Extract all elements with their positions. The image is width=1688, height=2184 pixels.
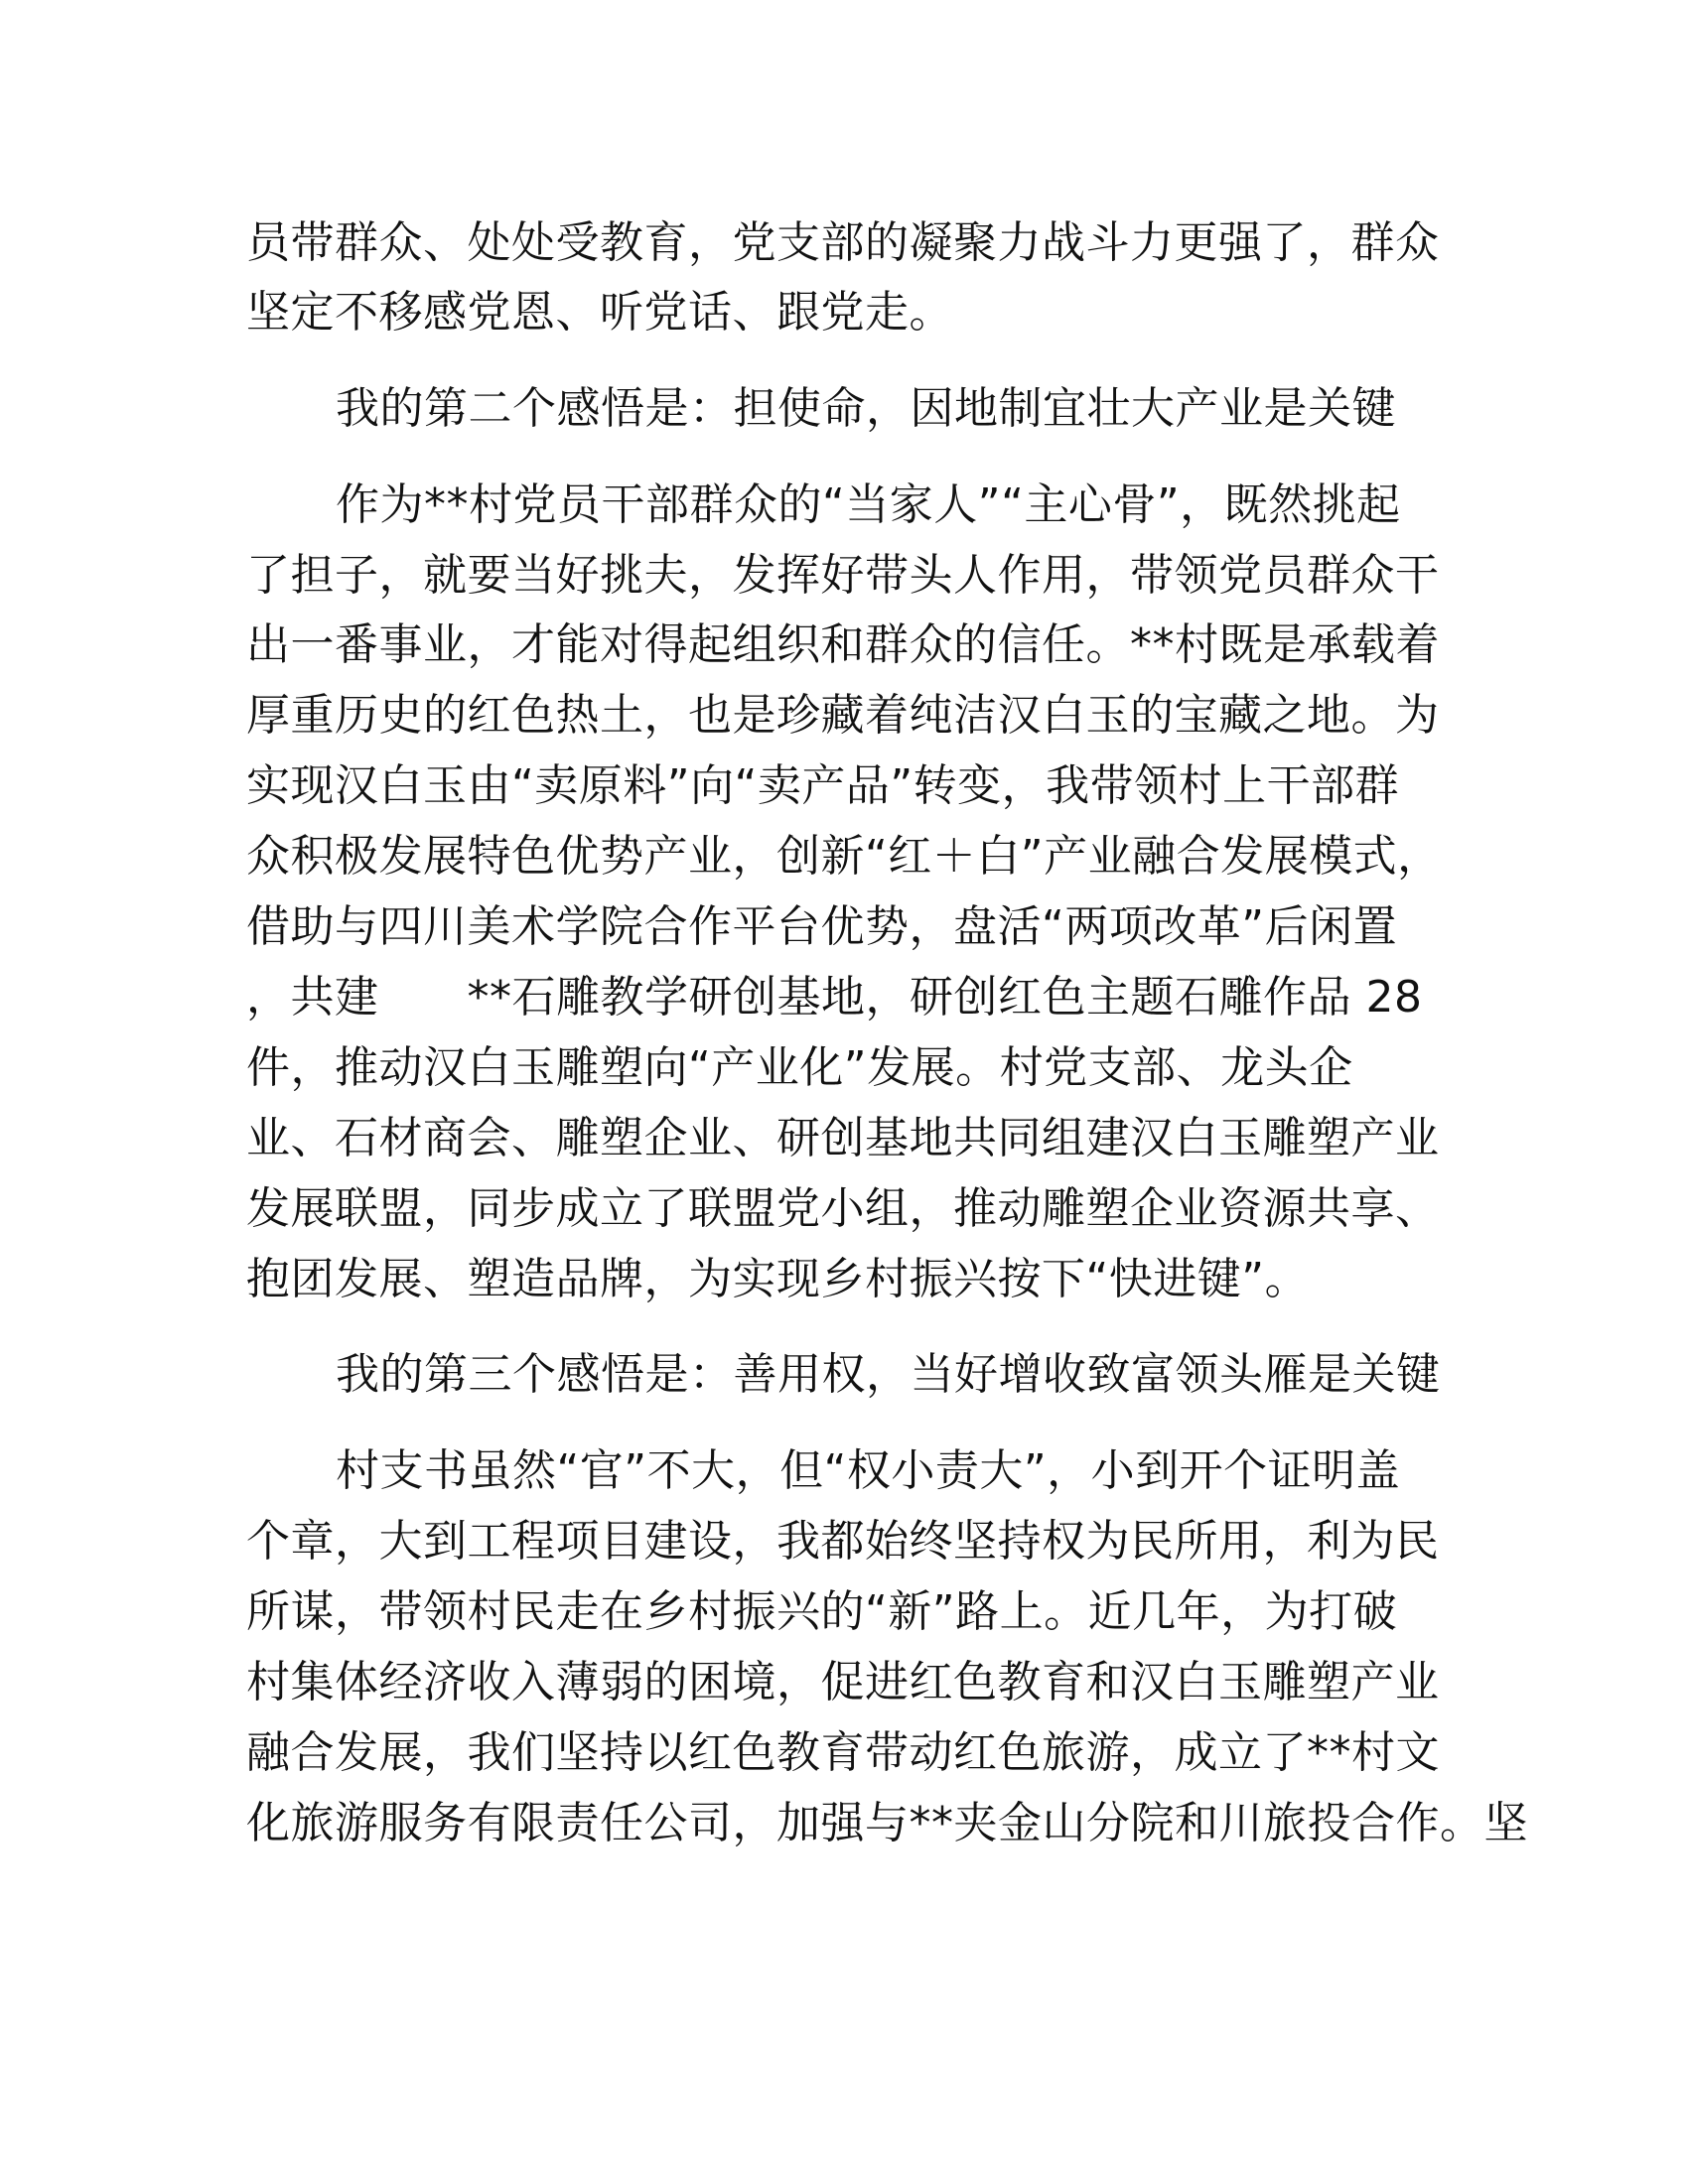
paragraph-line: 业、石材商会、雕塑企业、研创基地共同组建汉白玉雕塑产业	[246, 1113, 1440, 1163]
section-heading-third-insight: 我的第三个感悟是：善用权，当好增收致富领头雁是关键	[336, 1349, 1441, 1400]
paragraph-line: 村集体经济收入薄弱的困境，促进红色教育和汉白玉雕塑产业	[246, 1657, 1440, 1707]
paragraph-line: 作为**村党员干部群众的“当家人”“主心骨”，既然挑起	[336, 479, 1401, 530]
paragraph-line: 出一番事业，才能对得起组织和群众的信任。**村既是承载着	[246, 619, 1440, 670]
paragraph-line: 融合发展，我们坚持以红色教育带动红色旅游，成立了**村文	[246, 1727, 1440, 1778]
paragraph-line: ，共建 **石雕教学研创基地，研创红色主题石雕作品 28	[246, 972, 1423, 1023]
paragraph-line: 员带群众、处处受教育，党支部的凝聚力战斗力更强了，群众	[246, 217, 1440, 268]
paragraph-line: 厚重历史的红色热土，也是珍藏着纯洁汉白玉的宝藏之地。为	[246, 690, 1440, 741]
paragraph-line: 村支书虽然“官”不大，但“权小责大”，小到开个证明盖	[336, 1445, 1401, 1496]
paragraph-line: 所谋，带领村民走在乡村振兴的“新”路上。近几年，为打破	[246, 1586, 1398, 1637]
paragraph-line: 化旅游服务有限责任公司，加强与**夹金山分院和川旅投合作。坚	[246, 1798, 1528, 1848]
paragraph-line: 发展联盟，同步成立了联盟党小组，推动雕塑企业资源共享、	[246, 1183, 1440, 1234]
paragraph-line: 众积极发展特色优势产业，创新“红＋白”产业融合发展模式，	[246, 831, 1442, 882]
paragraph-line: 件，推动汉白玉雕塑向“产业化”发展。村党支部、龙头企	[246, 1042, 1353, 1093]
paragraph-line: 了担子，就要当好挑夫，发挥好带头人作用，带领党员群众干	[246, 550, 1440, 601]
paragraph-line: 抱团发展、塑造品牌，为实现乡村振兴按下“快进键”。	[246, 1254, 1310, 1304]
paragraph-line: 实现汉白玉由“卖原料”向“卖产品”转变，我带领村上干部群	[246, 760, 1400, 811]
section-heading-second-insight: 我的第二个感悟是：担使命，因地制宜壮大产业是关键	[336, 383, 1396, 434]
paragraph-line: 个章，大到工程项目建设，我都始终坚持权为民所用，利为民	[246, 1516, 1440, 1567]
paragraph-line: 借助与四川美术学院合作平台优势，盘活“两项改革”后闲置	[246, 901, 1398, 952]
paragraph-line: 坚定不移感党恩、听党话、跟党走。	[246, 287, 953, 338]
